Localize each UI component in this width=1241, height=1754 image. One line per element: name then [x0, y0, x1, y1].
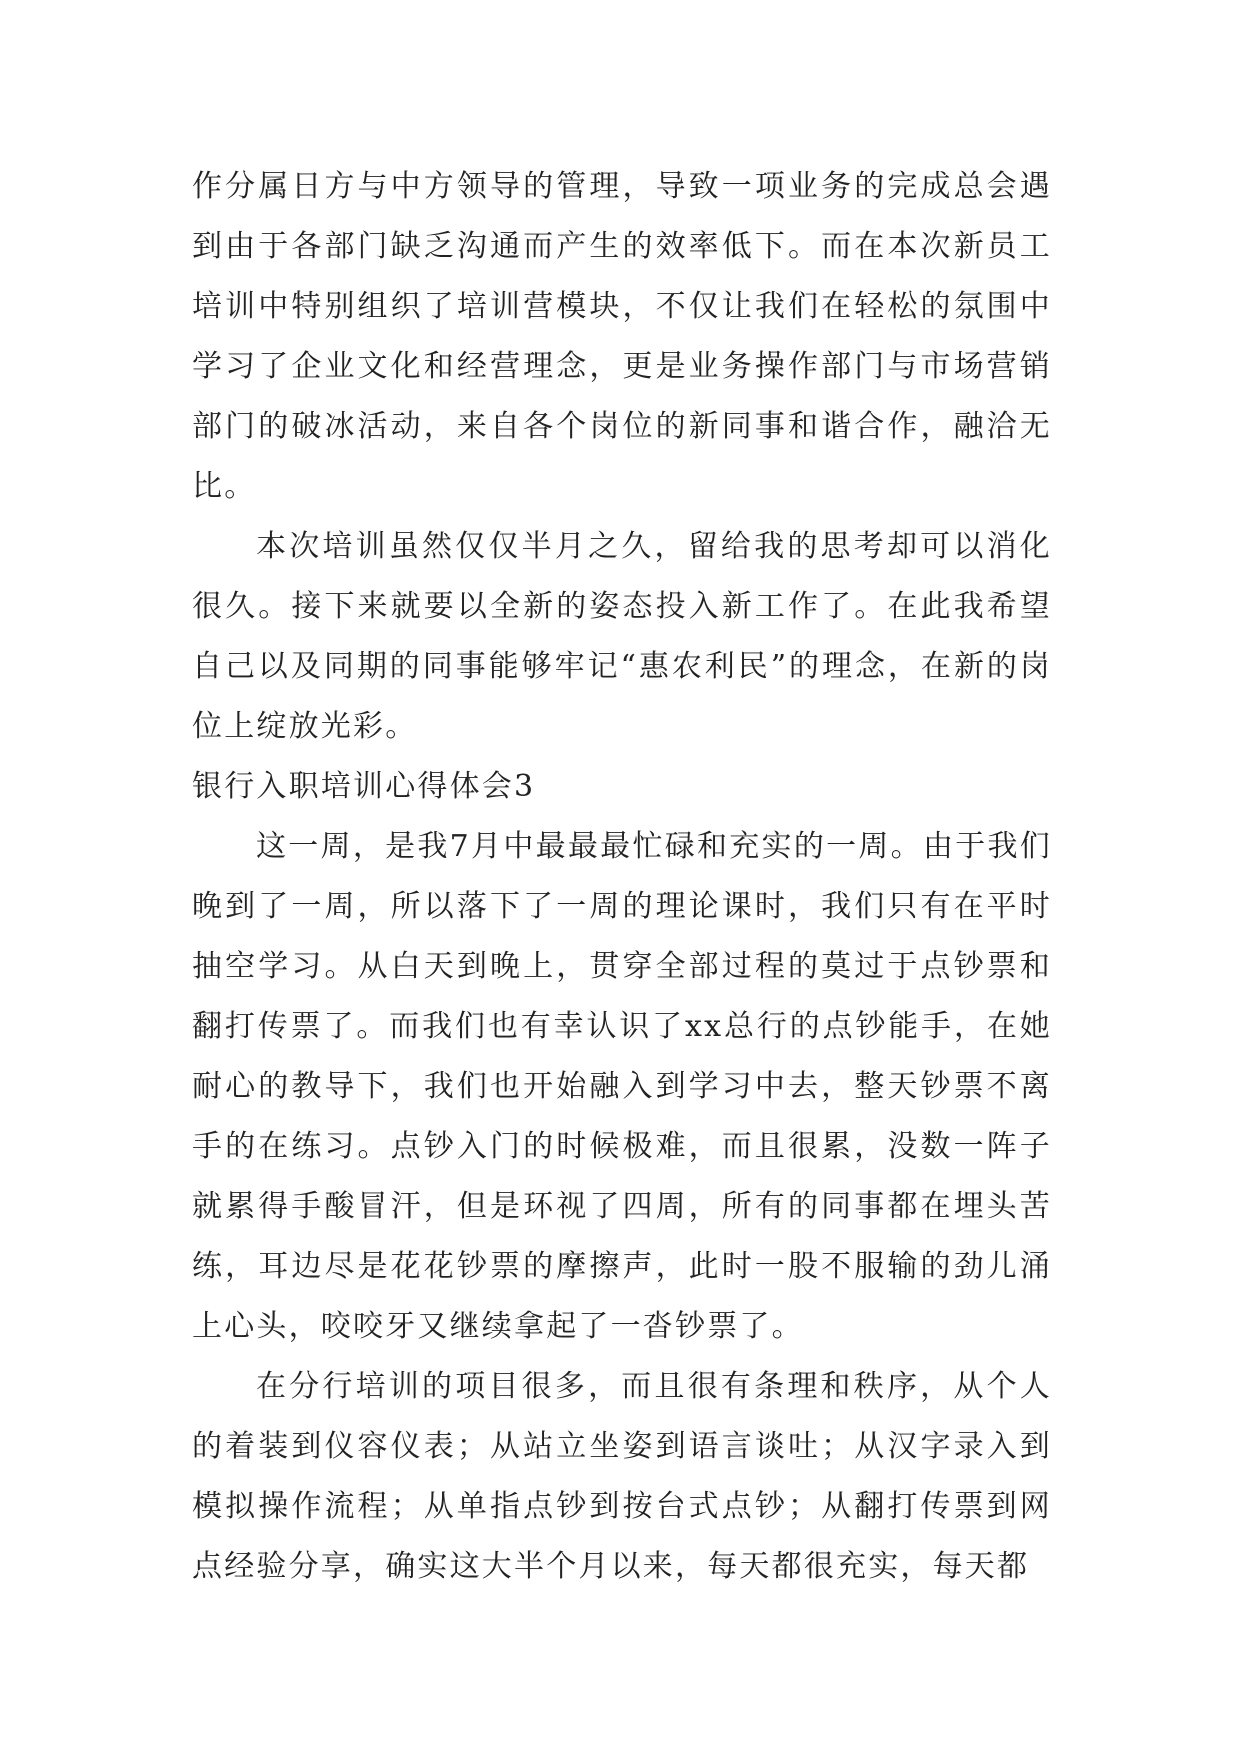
- paragraph-continued: 作分属日方与中方领导的管理，导致一项业务的完成总会遇到由于各部门缺乏沟通而产生的效率低下。而在本次新员工培训中特别组织了培训营模块，不仅让我们在轻松的氛围中学习了企业文化和经营理念，更是业务操作部门与市场营销部门的破冰活动，来自各个岗位的新同事和谐合作，融洽无比。: [192, 169, 1052, 504]
- paragraph-busy-week: 这一周，是我7月中最最最忙碌和充实的一周。由于我们晚到了一周，所以落下了一周的理论课时，我们只有在平时抽空学习。从白天到晚上，贯穿全部过程的莫过于点钞票和翻打传票了。而我们也有幸认识了xx总行的点钞能手，在她耐心的教导下，我们也开始融入到学习中去，整天钞票不离手的在练习。点钞入门的时候极难，而且很累，没数一阵子就累得手酸冒汗，但是环视了四周，所有的同事都在埋头苦练，耳边尽是花花钞票的摩擦声，此时一股不服输的劲儿涌上心头，咬咬牙又继续拿起了一沓钞票了。: [192, 829, 1052, 1344]
- paragraph-training-reflection: 本次培训虽然仅仅半月之久，留给我的思考却可以消化很久。接下来就要以全新的姿态投入新工作了。在此我希望自己以及同期的同事能够牢记“惠农利民”的理念，在新的岗位上绽放光彩。: [192, 529, 1052, 744]
- document-body: [192, 157, 1052, 1597]
- section-heading: 银行入职培训心得体会3: [192, 769, 536, 804]
- paragraph-branch-training: 在分行培训的项目很多，而且很有条理和秩序，从个人的着装到仪容仪表；从站立坐姿到语言谈吐；从汉字录入到模拟操作流程；从单指点钞到按台式点钞；从翻打传票到网点经验分享，确实这大半个月以来，每天都很充实，每天都: [192, 1369, 1052, 1584]
